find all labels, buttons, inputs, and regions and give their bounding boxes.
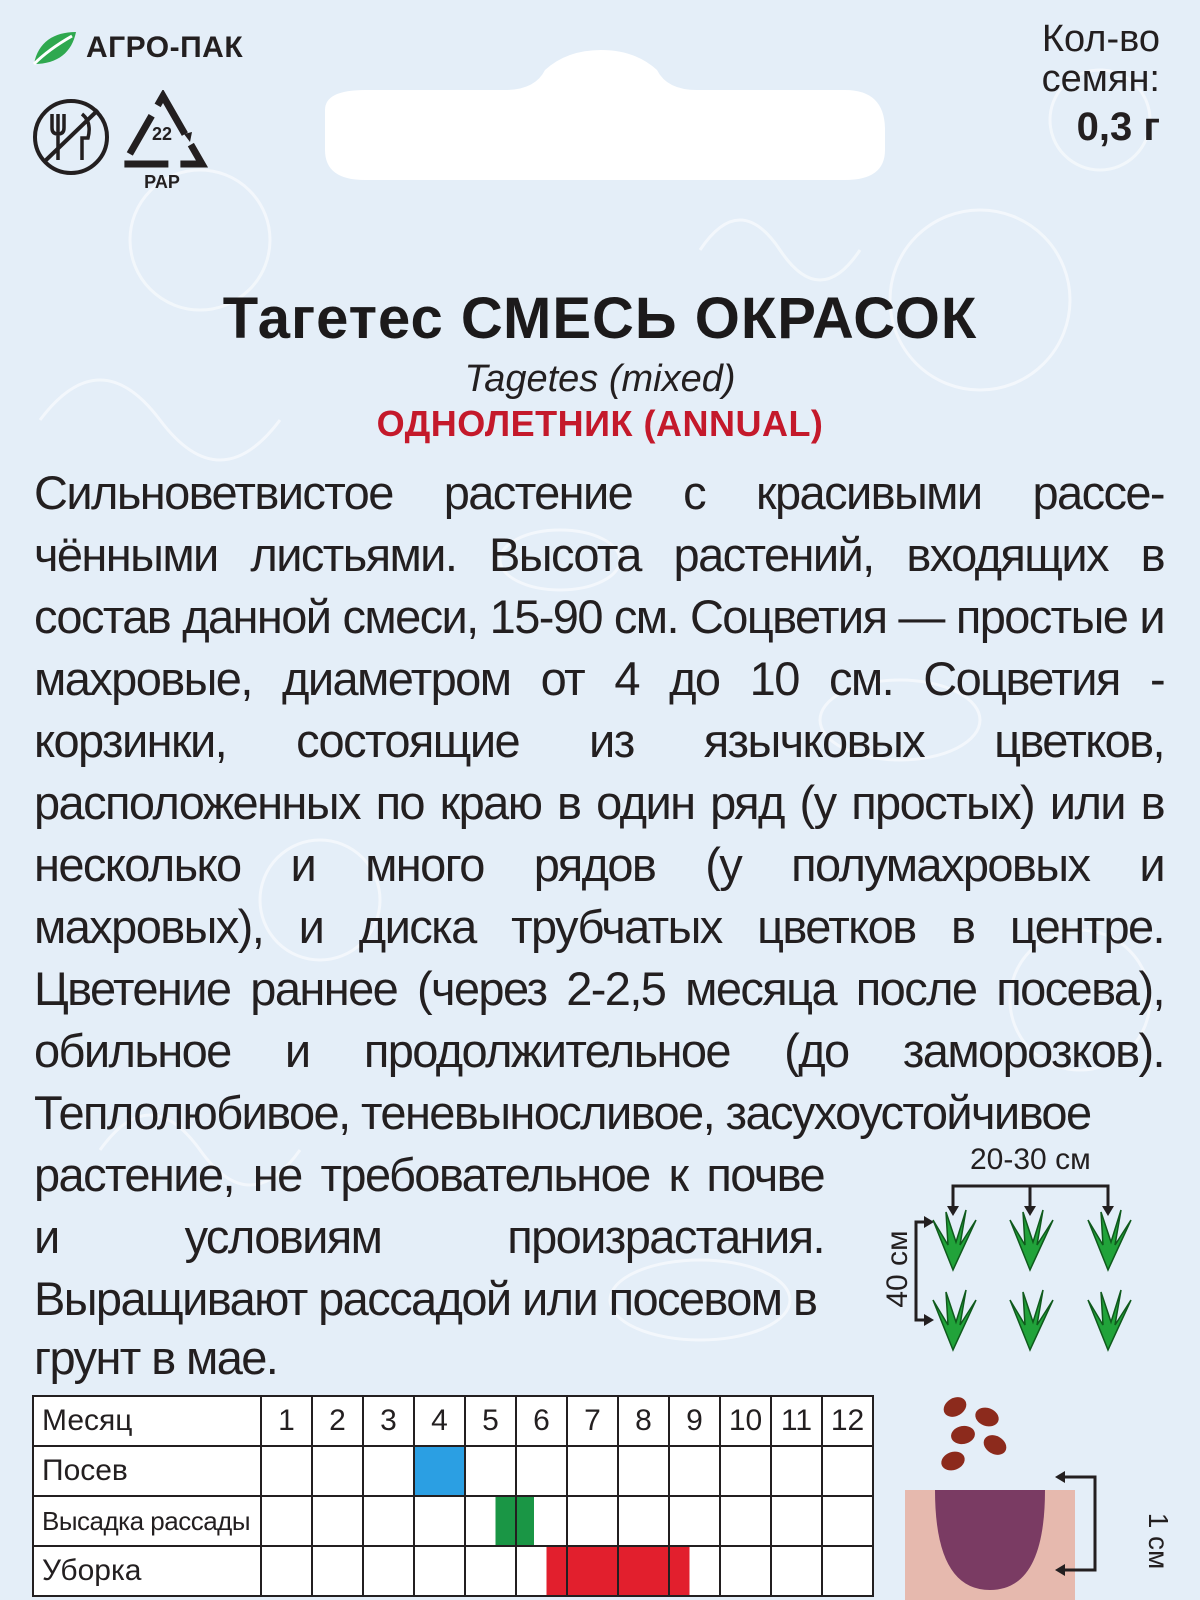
brand-name: АГРО-ПАК — [86, 31, 244, 64]
calendar-row-sowing — [33, 1446, 873, 1496]
calendar-cell — [567, 1496, 618, 1546]
seeds-icon — [939, 1395, 1010, 1474]
month-9: 9 — [669, 1396, 720, 1446]
calendar-cell — [771, 1446, 822, 1496]
calendar-cell — [312, 1496, 363, 1546]
calendar-cell — [618, 1446, 669, 1496]
calendar-cell — [312, 1546, 363, 1596]
month-4: 4 — [414, 1396, 465, 1446]
description-continued: растение, не требовательное к почве и условиям произрастания. Выращивают рассадой или посевом в — [34, 1148, 824, 1325]
calendar-cell — [363, 1496, 414, 1546]
life-cycle: ОДНОЛЕТНИК (ANNUAL) — [376, 403, 824, 444]
calendar-cell — [771, 1546, 822, 1596]
sowing-calendar — [32, 1395, 874, 1597]
leaf-logo-icon — [28, 28, 78, 68]
row-label-sowing: Посев — [33, 1446, 261, 1496]
recycle-material: PAP — [144, 172, 180, 192]
calendar-cell — [414, 1546, 465, 1596]
calendar-cell — [669, 1496, 720, 1546]
calendar-cell-harvest-partial — [669, 1546, 720, 1596]
calendar-cell — [414, 1496, 465, 1546]
seed-quantity-value: 0,3 г — [1076, 104, 1160, 149]
calendar-cell — [720, 1496, 771, 1546]
month-5: 5 — [465, 1396, 516, 1446]
month-2: 2 — [312, 1396, 363, 1446]
not-food-safe-icon — [30, 96, 112, 178]
calendar-cell — [822, 1496, 873, 1546]
calendar-cell — [465, 1546, 516, 1596]
product-title: Тагетес СМЕСЬ ОКРАСОК — [222, 286, 978, 351]
plant-spacing-label: 40 см — [881, 1230, 914, 1308]
month-11: 11 — [771, 1396, 822, 1446]
seedlings-icon — [933, 1210, 1131, 1350]
calendar-row-harvest — [33, 1546, 873, 1596]
row-label-transplant: Высадка рассады — [33, 1496, 261, 1546]
calendar-cell — [465, 1446, 516, 1496]
row-spacing-label: 20-30 см — [970, 1143, 1091, 1176]
month-1: 1 — [261, 1396, 312, 1446]
description-text: Сильноветвистое растение с красивыми рассе-чёнными листьями. Высота растений, входящих в состав данной смеси, 15-90 см. Соцветия — простые и махровые, диаметром от 4 до 10 см. Соцветия - корзинки, состоящие из язычковых цветков, расположенных по краю в один ряд (у простых) или в несколько и много рядов (у полумахровых и махровых), и диска трубчатых цветков в центре. Цветение раннее (через 2-2,5 месяца после посева), обильное и продолжительное (до заморозков). Теплолюбивое, теневыносливое, засухоустойчивое — [34, 466, 1164, 1139]
calendar-cell-harvest-partial — [516, 1546, 567, 1596]
row-label-harvest: Уборка — [33, 1546, 261, 1596]
latin-name: Tagetes (mixed) — [464, 358, 736, 400]
brand-logo — [28, 28, 243, 68]
calendar-cell — [567, 1446, 618, 1496]
calendar-cell — [363, 1546, 414, 1596]
calendar-cell — [720, 1446, 771, 1496]
calendar-cell — [771, 1496, 822, 1546]
month-3: 3 — [363, 1396, 414, 1446]
sowing-depth-label: 1 см — [1143, 1512, 1174, 1570]
calendar-row-transplant — [33, 1496, 873, 1546]
calendar-cell-harvest-active — [567, 1546, 618, 1596]
calendar-header-label: Месяц — [33, 1396, 261, 1446]
seed-quantity — [1042, 20, 1160, 148]
month-8: 8 — [618, 1396, 669, 1446]
month-12: 12 — [822, 1396, 873, 1446]
calendar-cell — [312, 1446, 363, 1496]
month-7: 7 — [567, 1396, 618, 1446]
calendar-cell — [261, 1546, 312, 1596]
hang-hole — [305, 50, 905, 200]
sowing-depth-diagram — [905, 1395, 1135, 1600]
month-6: 6 — [516, 1396, 567, 1446]
month-10: 10 — [720, 1396, 771, 1446]
calendar-cell — [261, 1446, 312, 1496]
calendar-cell-transplant-partial — [516, 1496, 567, 1546]
seed-quantity-label-2: семян: — [1041, 57, 1160, 100]
description-last-line: грунт в мае. — [34, 1331, 278, 1384]
calendar-cell-sowing-active — [414, 1446, 465, 1496]
calendar-cell — [261, 1496, 312, 1546]
recycle-code: 22 — [151, 124, 173, 144]
calendar-cell — [363, 1446, 414, 1496]
seed-quantity-label-1: Кол-во — [1041, 18, 1160, 60]
calendar-cell — [669, 1446, 720, 1496]
calendar-cell — [516, 1446, 567, 1496]
calendar-cell-transplant-partial — [465, 1496, 516, 1546]
calendar-cell — [618, 1496, 669, 1546]
planting-scheme — [848, 1150, 1178, 1370]
calendar-cell — [720, 1546, 771, 1596]
calendar-cell — [822, 1446, 873, 1496]
calendar-cell-harvest-active — [618, 1546, 669, 1596]
calendar-header-row — [33, 1396, 873, 1446]
title-block — [0, 285, 1200, 445]
calendar-cell — [822, 1546, 873, 1596]
